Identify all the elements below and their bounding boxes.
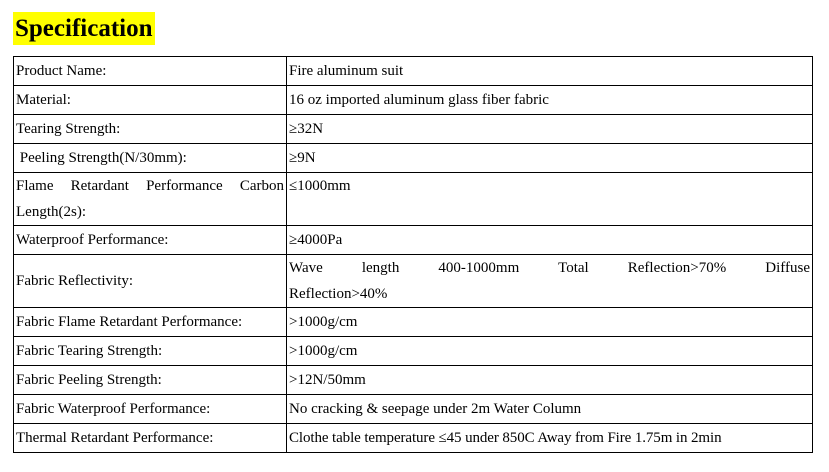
spec-value: >1000g/cm <box>287 337 813 366</box>
table-row <box>14 366 813 395</box>
spec-value <box>287 255 813 308</box>
spec-label: Tearing Strength: <box>14 115 287 144</box>
table-row <box>14 395 813 424</box>
spec-label: Fabric Reflectivity: <box>14 255 287 308</box>
table-row <box>14 57 813 86</box>
table-row <box>14 173 813 226</box>
spec-value: ≥4000Pa <box>287 226 813 255</box>
spec-value: >1000g/cm <box>287 308 813 337</box>
table-row <box>14 115 813 144</box>
spec-value: Fire aluminum suit <box>287 57 813 86</box>
spec-label: Fabric Peeling Strength: <box>14 366 287 395</box>
spec-label: Material: <box>14 86 287 115</box>
spec-label: Peeling Strength(N/30mm): <box>14 144 287 173</box>
table-row <box>14 144 813 173</box>
table-row <box>14 255 813 308</box>
table-row <box>14 308 813 337</box>
table-row <box>14 337 813 366</box>
specification-table <box>13 56 813 453</box>
spec-label-line: Flame Retardant Performance Carbon <box>16 178 284 194</box>
spec-label: Waterproof Performance: <box>14 226 287 255</box>
spec-label-line: Length(2s): <box>16 204 86 220</box>
spec-value: ≥32N <box>287 115 813 144</box>
spec-label: Thermal Retardant Performance: <box>14 424 287 453</box>
table-row <box>14 226 813 255</box>
page-title: Specification <box>13 12 155 45</box>
table-row <box>14 86 813 115</box>
spec-label: Fabric Tearing Strength: <box>14 337 287 366</box>
spec-label <box>14 173 287 226</box>
spec-label: Fabric Flame Retardant Performance: <box>14 308 287 337</box>
spec-label: Product Name: <box>14 57 287 86</box>
spec-value: 16 oz imported aluminum glass fiber fabric <box>287 86 813 115</box>
spec-value-line: Wave length 400-1000mm Total Reflection>70% Diffuse <box>289 260 810 276</box>
spec-value: ≤1000mm <box>287 173 813 226</box>
spec-label: Fabric Waterproof Performance: <box>14 395 287 424</box>
table-row <box>14 424 813 453</box>
spec-value: Clothe table temperature ≤45 under 850C Away from Fire 1.75m in 2min <box>287 424 813 453</box>
spec-value: No cracking & seepage under 2m Water Column <box>287 395 813 424</box>
spec-value: >12N/50mm <box>287 366 813 395</box>
spec-value: ≥9N <box>287 144 813 173</box>
spec-value-line: Reflection>40% <box>289 286 388 302</box>
